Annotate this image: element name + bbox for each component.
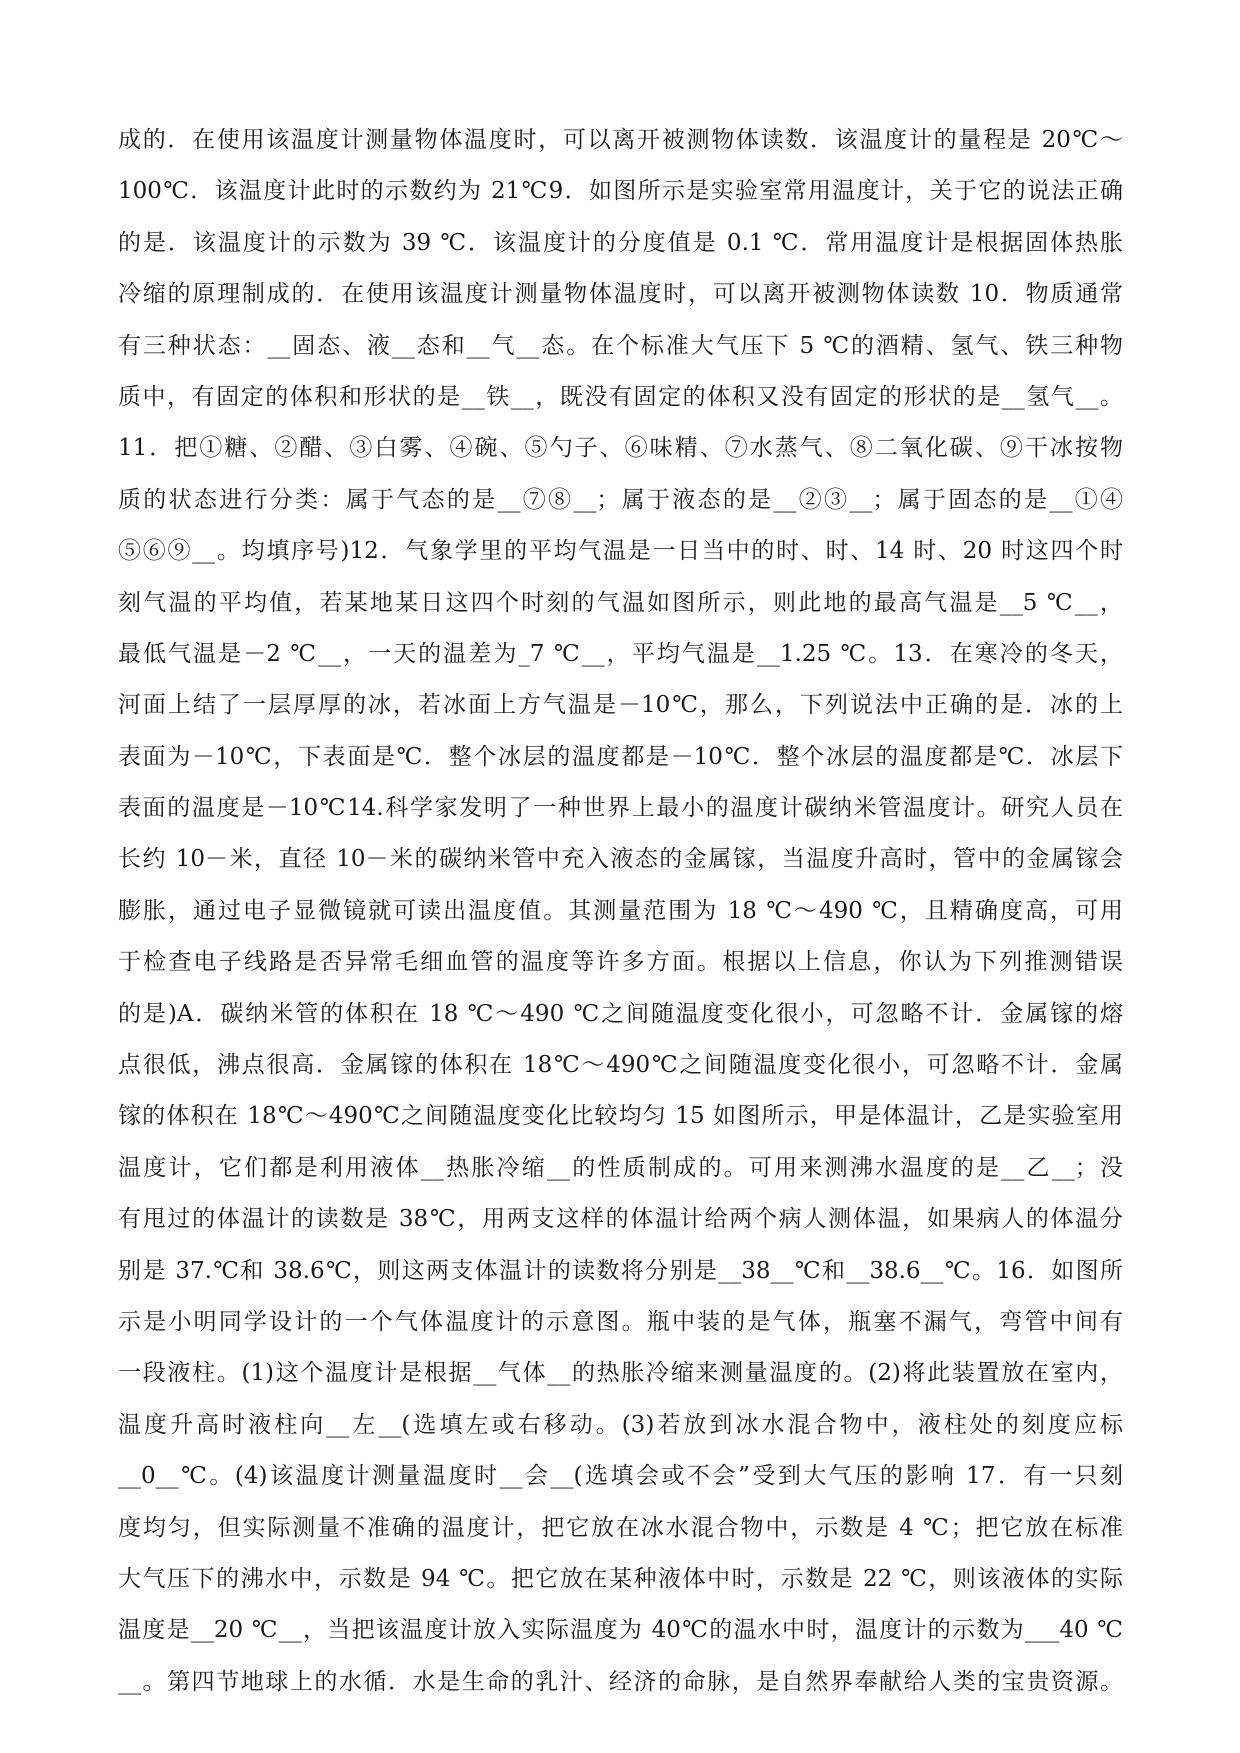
text-line: 刻气温的平均值，若某地某日这四个时刻的气温如图所示，则此地的最高气温是__5 ℃__， <box>118 589 1123 616</box>
text-line: 最低气温是－2 ℃__，一天的温差为_7 ℃__，平均气温是__1.25 ℃。13．在寒冷的冬天， <box>118 640 1123 667</box>
text-line: 表面为－10℃，下表面是℃．整个冰层的温度都是－10℃．整个冰层的温度都是℃．冰层下 <box>118 743 1123 770</box>
text-line: 有甩过的体温计的读数是 38℃，用两支这样的体温计给两个病人测体温，如果病人的体温分 <box>118 1206 1123 1233</box>
text-line: 温度计，它们都是利用液体__热胀冷缩__的性质制成的。可用来测沸水温度的是__乙__；没 <box>118 1154 1123 1181</box>
text-line: 冷缩的原理制成的．在使用该温度计测量物体温度时，可以离开被测物体读数 10．物质通常 <box>118 281 1123 308</box>
text-line: 别是 37.℃和 38.6℃，则这两支体温计的读数将分别是__38__℃和__38.6__℃。16．如图所 <box>118 1257 1123 1284</box>
text-line: __0__℃。(4)该温度计测量温度时__会__(选填会或不会”受到大气压的影响 17．有一只刻 <box>118 1463 1123 1490</box>
text-line: 有三种状态：__固态、液__态和__气__态。在个标准大气压下 5 ℃的酒精、氢气、铁三种物 <box>118 332 1123 359</box>
text-line: 长约 10－米，直径 10－米的碳纳米管中充入液态的金属镓，当温度升高时，管中的金属镓会 <box>118 846 1123 873</box>
text-line: 河面上结了一层厚厚的冰，若冰面上方气温是－10℃，那么，下列说法中正确的是．冰的上 <box>118 692 1123 719</box>
text-line: 温度升高时液柱向__左__(选填左或右移动。(3)若放到冰水混合物中，液柱处的刻度应标 <box>118 1411 1123 1438</box>
text-line: 质的状态进行分类：属于气态的是__⑦⑧__；属于液态的是__②③__；属于固态的是__①④ <box>118 486 1123 513</box>
text-line: 表面的温度是－10℃14.科学家发明了一种世界上最小的温度计碳纳米管温度计。研究人员在 <box>118 795 1123 822</box>
text-line: 质中，有固定的体积和形状的是__铁__，既没有固定的体积又没有固定的形状的是__氢气__。 <box>118 383 1123 410</box>
text-line: __。第四节地球上的水循．水是生命的乳汁、经济的命脉，是自然界奉献给人类的宝贵资源。 <box>118 1668 1123 1695</box>
text-line: 度均匀，但实际测量不准确的温度计，把它放在冰水混合物中，示数是 4 ℃；把它放在标准 <box>118 1514 1123 1541</box>
text-line: 的是)A．碳纳米管的体积在 18 ℃～490 ℃之间随温度变化很小，可忽略不计．金属镓的熔 <box>118 1000 1123 1027</box>
text-line: 膨胀，通过电子显微镜就可读出温度值。其测量范围为 18 ℃～490 ℃，且精确度高，可用 <box>118 897 1123 924</box>
text-line: 的是．该温度计的示数为 39 ℃．该温度计的分度值是 0.1 ℃．常用温度计是根据固体热胀 <box>118 229 1123 256</box>
text-line: 11．把①糖、②醋、③白雾、④碗、⑤勺子、⑥味精、⑦水蒸气、⑧二氧化碳、⑨干冰按物 <box>118 435 1123 462</box>
text-line: 100℃．该温度计此时的示数约为 21℃9．如图所示是实验室常用温度计，关于它的说法正确 <box>118 178 1123 205</box>
text-line: 点很低，沸点很高．金属镓的体积在 18℃～490℃之间随温度变化很小，可忽略不计．金属 <box>118 1052 1123 1079</box>
text-line: 镓的体积在 18℃～490℃之间随温度变化比较均匀 15 如图所示，甲是体温计，乙是实验室用 <box>118 1103 1123 1130</box>
text-line: 成的．在使用该温度计测量物体温度时，可以离开被测物体读数．该温度计的量程是 20℃～ <box>118 127 1123 153</box>
text-line: 温度是__20 ℃__，当把该温度计放入实际温度为 40℃的温水中时，温度计的示数为___40 ℃ <box>118 1617 1123 1644</box>
text-line: 大气压下的沸水中，示数是 94 ℃。把它放在某种液体中时，示数是 22 ℃，则该液体的实际 <box>118 1565 1123 1592</box>
text-line: 于检查电子线路是否异常毛细血管的温度等许多方面。根据以上信息，你认为下列推测错误 <box>118 949 1123 976</box>
text-line: 一段液柱。(1)这个温度计是根据__气体__的热胀冷缩来测量温度的。(2)将此装置放在室内， <box>118 1360 1123 1387</box>
text-line: ⑤⑥⑨__。均填序号)12．气象学里的平均气温是一日当中的时、时、14 时、20 时这四个时 <box>118 538 1123 565</box>
text-line: 示是小明同学设计的一个气体温度计的示意图。瓶中装的是气体，瓶塞不漏气，弯管中间有 <box>118 1308 1123 1335</box>
document-body <box>118 115 1123 1708</box>
